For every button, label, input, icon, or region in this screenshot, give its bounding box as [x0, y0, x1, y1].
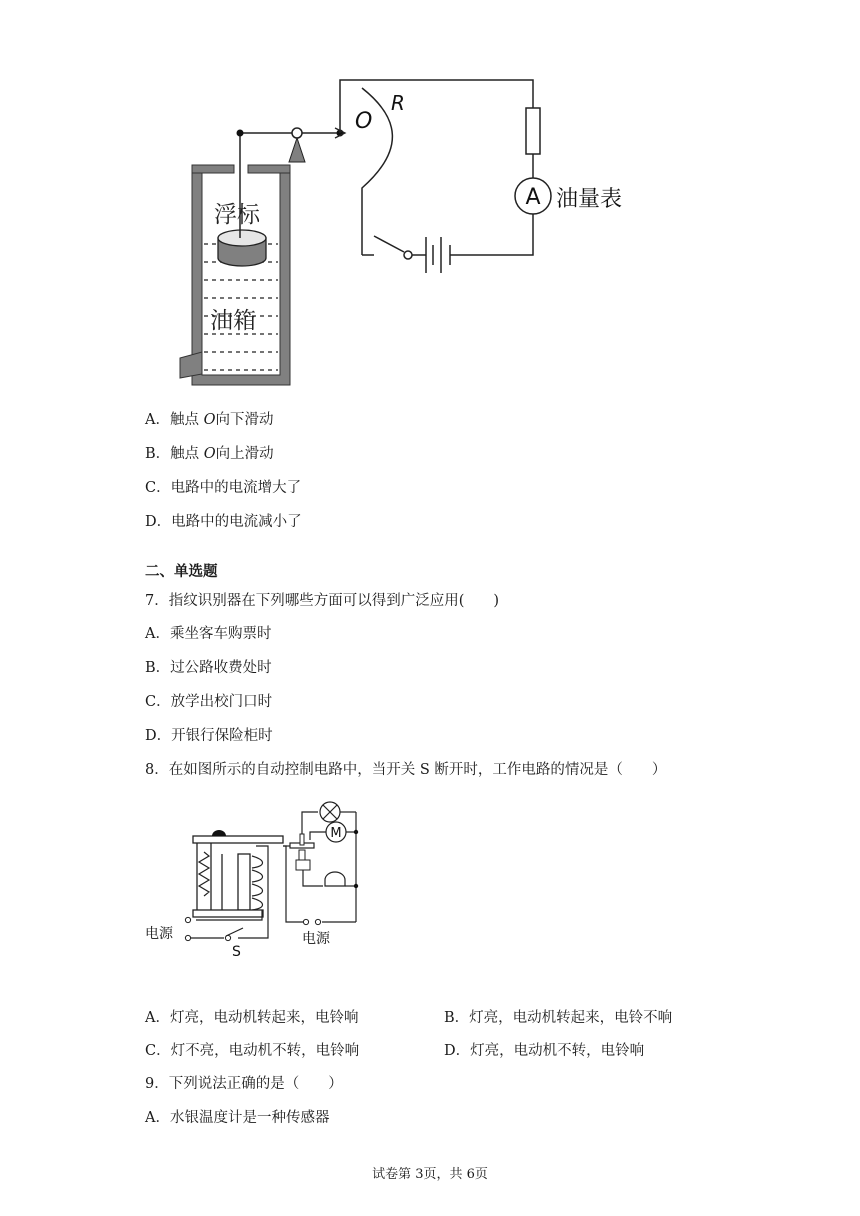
source-r-terminal-1: [315, 919, 320, 924]
relay-diagram: [0, 790, 860, 970]
q7-option-c: C．放学出校门口时: [145, 694, 273, 710]
q6-option-d: D．电路中的电流减小了: [145, 514, 302, 530]
base-plate: [193, 910, 263, 917]
spring: [199, 852, 209, 896]
wire-lamp-in: [302, 812, 318, 834]
source-terminal-2: [185, 935, 190, 940]
relay-svg: [0, 790, 860, 970]
motor-label: M: [330, 826, 342, 841]
float-label: 浮标: [214, 202, 260, 228]
switch-label: S: [232, 944, 241, 960]
bell: [325, 872, 345, 886]
q8-stem: 8．在如图所示的自动控制电路中，当开关 S 断开时，工作电路的情况是（ ）: [145, 762, 667, 778]
upper-contact: [300, 834, 304, 845]
q8-option-c: C．灯不亮，电动机不转，电铃响: [145, 1043, 360, 1059]
q7-stem: 7．指纹识别器在下列哪些方面可以得到广泛应用( ): [145, 593, 500, 609]
lever-joint: [237, 130, 244, 137]
resistor: [526, 108, 540, 154]
label-o: O: [355, 109, 373, 134]
q9-stem: 9．下列说法正确的是（ ）: [145, 1076, 343, 1092]
q7-option-d: D．开银行保险柜时: [145, 728, 273, 744]
switch-contact: [404, 251, 412, 259]
coil: [252, 856, 263, 910]
source-terminal-1: [185, 917, 190, 922]
pivot: [292, 128, 302, 138]
q6-option-a: A．触点 O向下滑动: [145, 412, 274, 428]
q8-option-a: A．灯亮，电动机转起来，电铃响: [145, 1010, 359, 1026]
label-r: R: [391, 91, 405, 115]
wire-bell-in: [303, 870, 323, 886]
junction-2: [354, 884, 358, 888]
switch-s-blade: [226, 928, 243, 936]
float-top: [218, 230, 266, 246]
switch-blade: [374, 236, 404, 252]
source-left-label: 电源: [145, 926, 173, 942]
wire-motor-in: [310, 832, 326, 840]
iron-core: [238, 854, 250, 910]
tank-outlet: [180, 352, 202, 378]
source-r-terminal-2: [303, 919, 308, 924]
q8-option-b: B．灯亮，电动机转起来，电铃不响: [444, 1010, 673, 1026]
q6-option-c: C．电路中的电流增大了: [145, 480, 302, 496]
pivot-support: [289, 138, 305, 162]
page-footer: 试卷第 3页，共 6页: [372, 1167, 488, 1182]
meter-name: 油量表: [556, 187, 623, 212]
tank-lid-left: [192, 165, 234, 173]
armature: [193, 836, 283, 843]
q6-option-b: B．触点 O向上滑动: [145, 446, 274, 462]
lower-contact-block: [296, 860, 310, 870]
tank-label: 油箱: [210, 308, 256, 334]
q8-option-d: D．灯亮，电动机不转，电铃响: [444, 1043, 645, 1059]
fuel-gauge-diagram: [0, 0, 860, 400]
armature-knob: [212, 830, 226, 836]
q7-option-b: B．过公路收费处时: [145, 660, 272, 676]
wire-bottom-right: [450, 214, 533, 255]
tank-lid-right: [248, 165, 290, 173]
source-right-label: 电源: [302, 931, 330, 947]
lower-contact: [299, 850, 305, 860]
ammeter-label: A: [525, 185, 541, 210]
junction-1: [354, 830, 358, 834]
q7-option-a: A．乘坐客车购票时: [145, 626, 272, 642]
q9-option-a: A．水银温度计是一种传感器: [145, 1110, 330, 1126]
fuel-gauge-svg: [0, 0, 860, 400]
section-heading: 二、单选题: [145, 563, 218, 580]
